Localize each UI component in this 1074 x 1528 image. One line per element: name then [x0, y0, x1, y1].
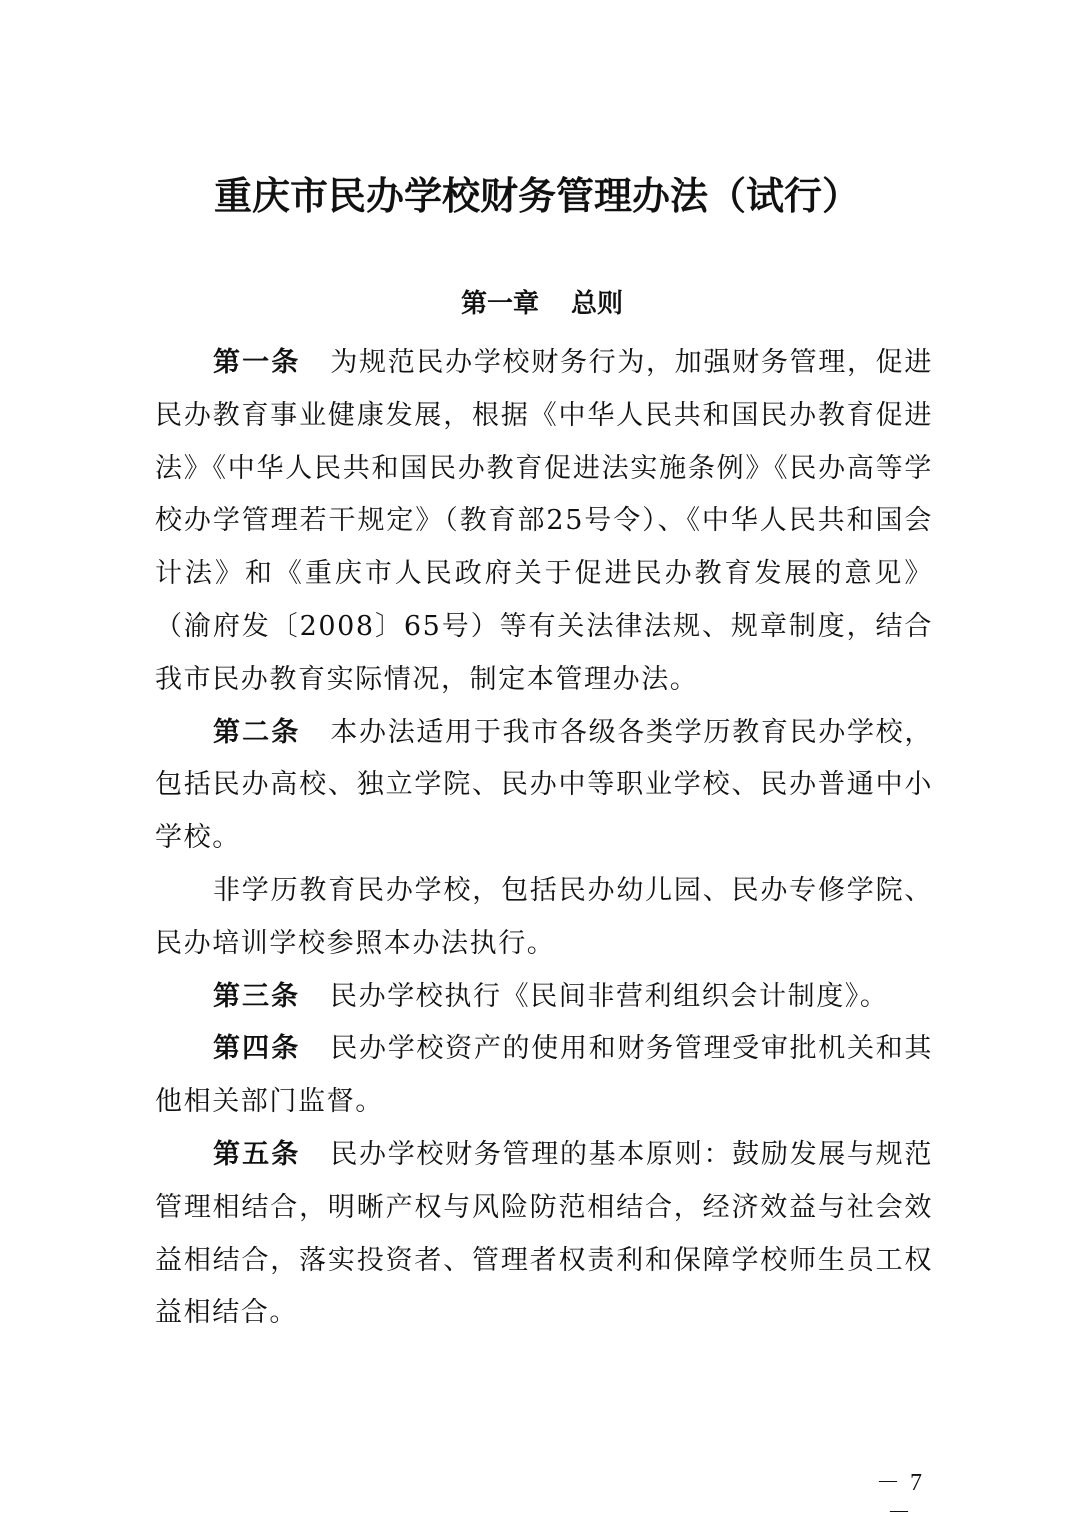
article-2-continuation-text: 非学历教育民办学校，包括民办幼儿园、民办专修学院、民办培训学校参照本办法执行。 — [155, 874, 933, 959]
article-2-text: 本办法适用于我市各级各类学历教育民办学校，包括民办高校、独立学院、民办中等职业学校、民办普通中小学校。 — [155, 716, 933, 854]
article-1-paragraph — [155, 337, 933, 707]
article-5-paragraph — [155, 1129, 933, 1340]
document-body — [155, 337, 933, 1340]
article-5-text: 民办学校财务管理的基本原则：鼓励发展与规范管理相结合，明晰产权与风险防范相结合，经济效益与社会效益相结合，落实投资者、管理者权责利和保障学校师生员工权益相结合。 — [155, 1138, 933, 1329]
article-2-continuation-paragraph — [155, 865, 933, 971]
article-5-label: 第五条 — [213, 1138, 301, 1170]
article-2-label: 第二条 — [213, 716, 301, 748]
article-3-label: 第三条 — [213, 980, 300, 1012]
page-number: － 7 － — [876, 1470, 924, 1526]
article-2-paragraph — [155, 707, 933, 865]
article-3-text: 民办学校执行《民间非营利组织会计制度》。 — [330, 980, 889, 1012]
chapter-name: 总则 — [571, 289, 624, 319]
article-4-label: 第四条 — [213, 1033, 301, 1065]
article-4-paragraph — [155, 1023, 933, 1129]
document-title: 重庆市民办学校财务管理办法（试行） — [213, 174, 860, 218]
article-1-text: 为规范民办学校财务行为，加强财务管理，促进民办教育事业健康发展，根据《中华人民共和国民办教育促进法》《中华人民共和国民办教育促进法实施条例》《民办高等学校办学管理若干规定》（教育部25号令）、《中华人民共和国会计法》和《重庆市人民政府关于促进民办教育发展的意见》（渝府发〔2008〕65号）等有关法律法规、规章制度，结合我市民办教育实际情况，制定本管理办法。 — [155, 347, 933, 695]
chapter-label: 第一章 — [460, 289, 539, 319]
article-3-paragraph — [155, 971, 933, 1024]
chapter-heading — [0, 286, 1074, 322]
article-4-text: 民办学校资产的使用和财务管理受审批机关和其他相关部门监督。 — [155, 1033, 933, 1118]
article-1-label: 第一条 — [213, 347, 301, 378]
